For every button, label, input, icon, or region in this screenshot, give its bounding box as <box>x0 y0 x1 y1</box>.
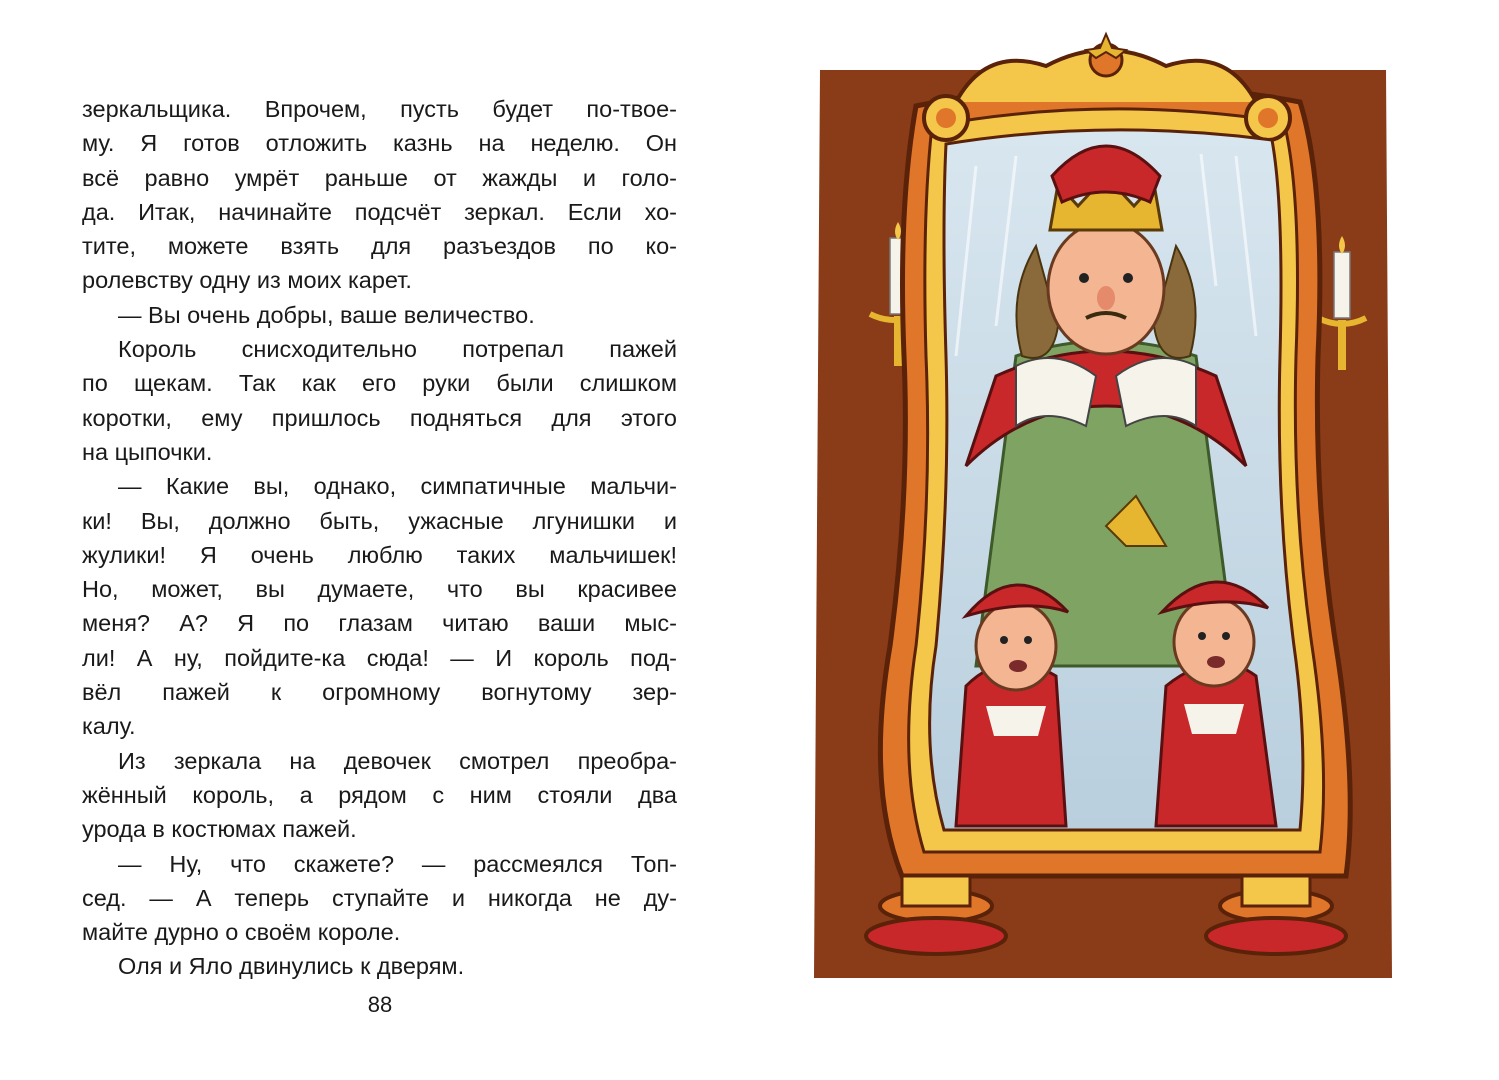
text-line: — Ну, что скажете? — рассмеялся Топ- <box>118 850 677 877</box>
text-page <box>82 92 677 984</box>
text-line: сед. — А теперь ступайте и никогда не ду- <box>82 884 677 911</box>
text-line: зеркальщика. Впрочем, пусть будет по-твое- <box>82 96 677 122</box>
text-line: ли! А ну, пойдите-ка сюда! — И король под- <box>82 644 677 671</box>
text-line: вёл пажей к огромному вогнутому зер- <box>82 679 677 706</box>
text-line: калу. <box>82 713 136 740</box>
text-line: меня? А? Я по глазам читаю ваши мыс- <box>82 610 677 637</box>
mirror-illustration <box>806 26 1402 978</box>
text-line: Из зеркала на девочек смотрел преобра- <box>118 747 677 774</box>
text-line: да. Итак, начинайте подсчёт зеркал. Если хо- <box>82 198 677 225</box>
text-line: — Какие вы, однако, симпатичные мальчи- <box>118 473 677 500</box>
text-line: Король снисходительно потрепал пажей <box>118 336 677 363</box>
text-line: тите, можете взять для разъездов по ко- <box>82 233 677 260</box>
text-line: коротки, ему пришлось подняться для этого <box>82 404 677 431</box>
text-line: ки! Вы, должно быть, ужасные лгунишки и <box>82 507 677 534</box>
text-line: Оля и Яло двинулись к дверям. <box>118 953 465 980</box>
text-line: майте дурно о своём короле. <box>82 919 401 946</box>
text-line: му. Я готов отложить казнь на неделю. Он <box>82 130 677 157</box>
text-line: по щекам. Так как его руки были слишком <box>82 370 677 397</box>
text-line: Но, может, вы думаете, что вы красивее <box>82 576 677 603</box>
text-line: жулики! Я очень люблю таких мальчишек! <box>82 541 677 568</box>
text-line: всё равно умрёт раньше от жажды и голо- <box>82 164 677 191</box>
text-line: урода в костюмах пажей. <box>82 816 357 843</box>
text-line: ролевству одну из моих карет. <box>82 267 412 294</box>
text-line: жённый король, а рядом с ним стояли два <box>82 781 677 808</box>
text-line: — Вы очень добры, ваше величество. <box>118 301 535 328</box>
text-line: на цыпочки. <box>82 438 213 465</box>
page-number: 88 <box>367 992 393 1017</box>
